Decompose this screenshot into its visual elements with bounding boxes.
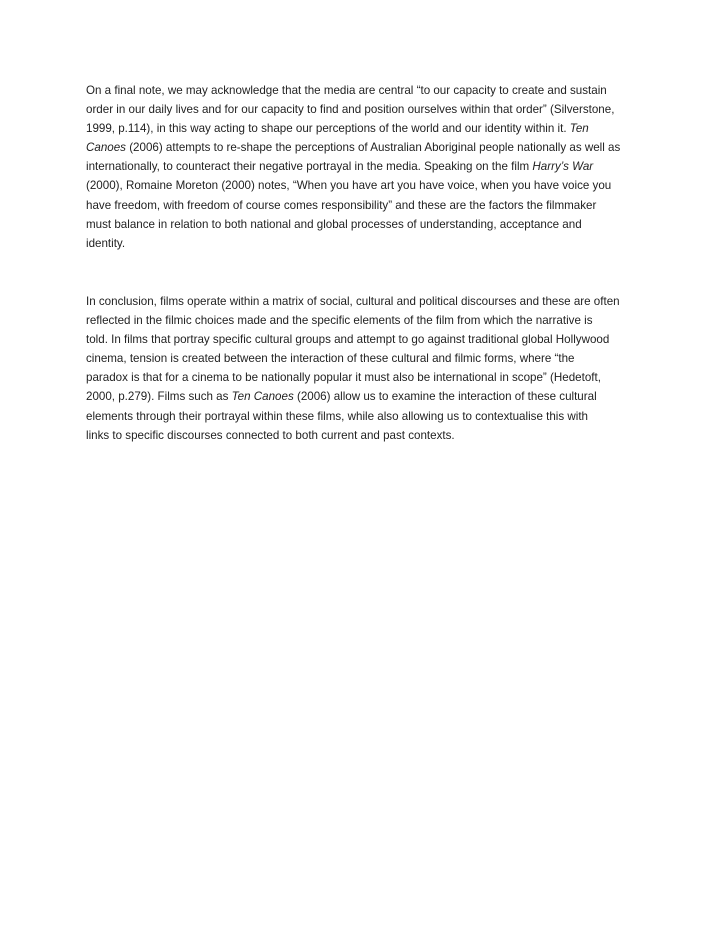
text-line	[86, 368, 646, 387]
italic-title: Ten Canoes	[231, 390, 294, 404]
italic-title: Canoes	[86, 141, 126, 155]
text-run: 1999, p.114), in this way acting to shape our perceptions of the world and our identity within it.	[86, 122, 570, 136]
text-run: In conclusion, films operate within a matrix of social, cultural and political discourses and these are often	[86, 295, 620, 308]
text-line	[86, 138, 646, 157]
text-run: elements through their portrayal within these films, while also allowing us to contextualise this with	[86, 409, 588, 423]
text-line	[86, 81, 646, 100]
text-run: 2000, p.279). Films such as	[86, 390, 232, 404]
text-run: reflected in the filmic choices made and the specific elements of the film from which the narrative is	[86, 314, 593, 328]
text-line	[86, 157, 646, 176]
paragraph-final-note	[86, 81, 646, 253]
text-run: order in our daily lives and for our capacity to find and position ourselves within that order” (Silverstone,	[86, 103, 615, 117]
text-run: links to specific discourses connected to both current and past contexts.	[86, 428, 455, 442]
text-line	[86, 387, 646, 406]
text-line	[86, 349, 646, 368]
text-line	[86, 176, 646, 195]
text-run: must balance in relation to both national and global processes of understanding, acceptance and	[86, 217, 582, 231]
text-run: (2006) allow us to examine the interaction of these cultural	[293, 390, 597, 404]
italic-title: Ten	[569, 122, 589, 136]
text-line	[86, 234, 646, 253]
text-run: On a final note, we may acknowledge that the media are central “to our capacity to create and sustain	[86, 84, 607, 97]
text-run: identity.	[86, 236, 126, 250]
text-run: (2000), Romaine Moreton (2000) notes, “When you have art you have voice, when you have voice you	[86, 179, 612, 193]
text-run: internationally, to counteract their negative portrayal in the media. Speaking on the film	[86, 160, 533, 174]
text-line	[86, 311, 646, 330]
text-line	[86, 292, 646, 311]
text-run: told. In films that portray specific cultural groups and attempt to go against traditional global Hollywood	[86, 333, 610, 347]
text-run: (2006) attempts to re-shape the perceptions of Australian Aboriginal people nationally as well as	[125, 141, 621, 155]
text-line	[86, 196, 646, 215]
text-run: have freedom, with freedom of course comes responsibility” and these are the factors the filmmaker	[86, 198, 597, 212]
text-line	[86, 119, 646, 138]
text-line	[86, 215, 646, 234]
text-line	[86, 330, 646, 349]
paragraph-conclusion	[86, 292, 646, 445]
text-run: paradox is that for a cinema to be nationally popular it must also be international in scope” (Hedetoft,	[86, 371, 601, 385]
text-line	[86, 407, 646, 426]
italic-title: Harry’s War	[532, 160, 594, 174]
text-line	[86, 100, 646, 119]
text-line	[86, 426, 646, 445]
text-run: cinema, tension is created between the interaction of these cultural and filmic forms, where “the	[86, 352, 575, 366]
